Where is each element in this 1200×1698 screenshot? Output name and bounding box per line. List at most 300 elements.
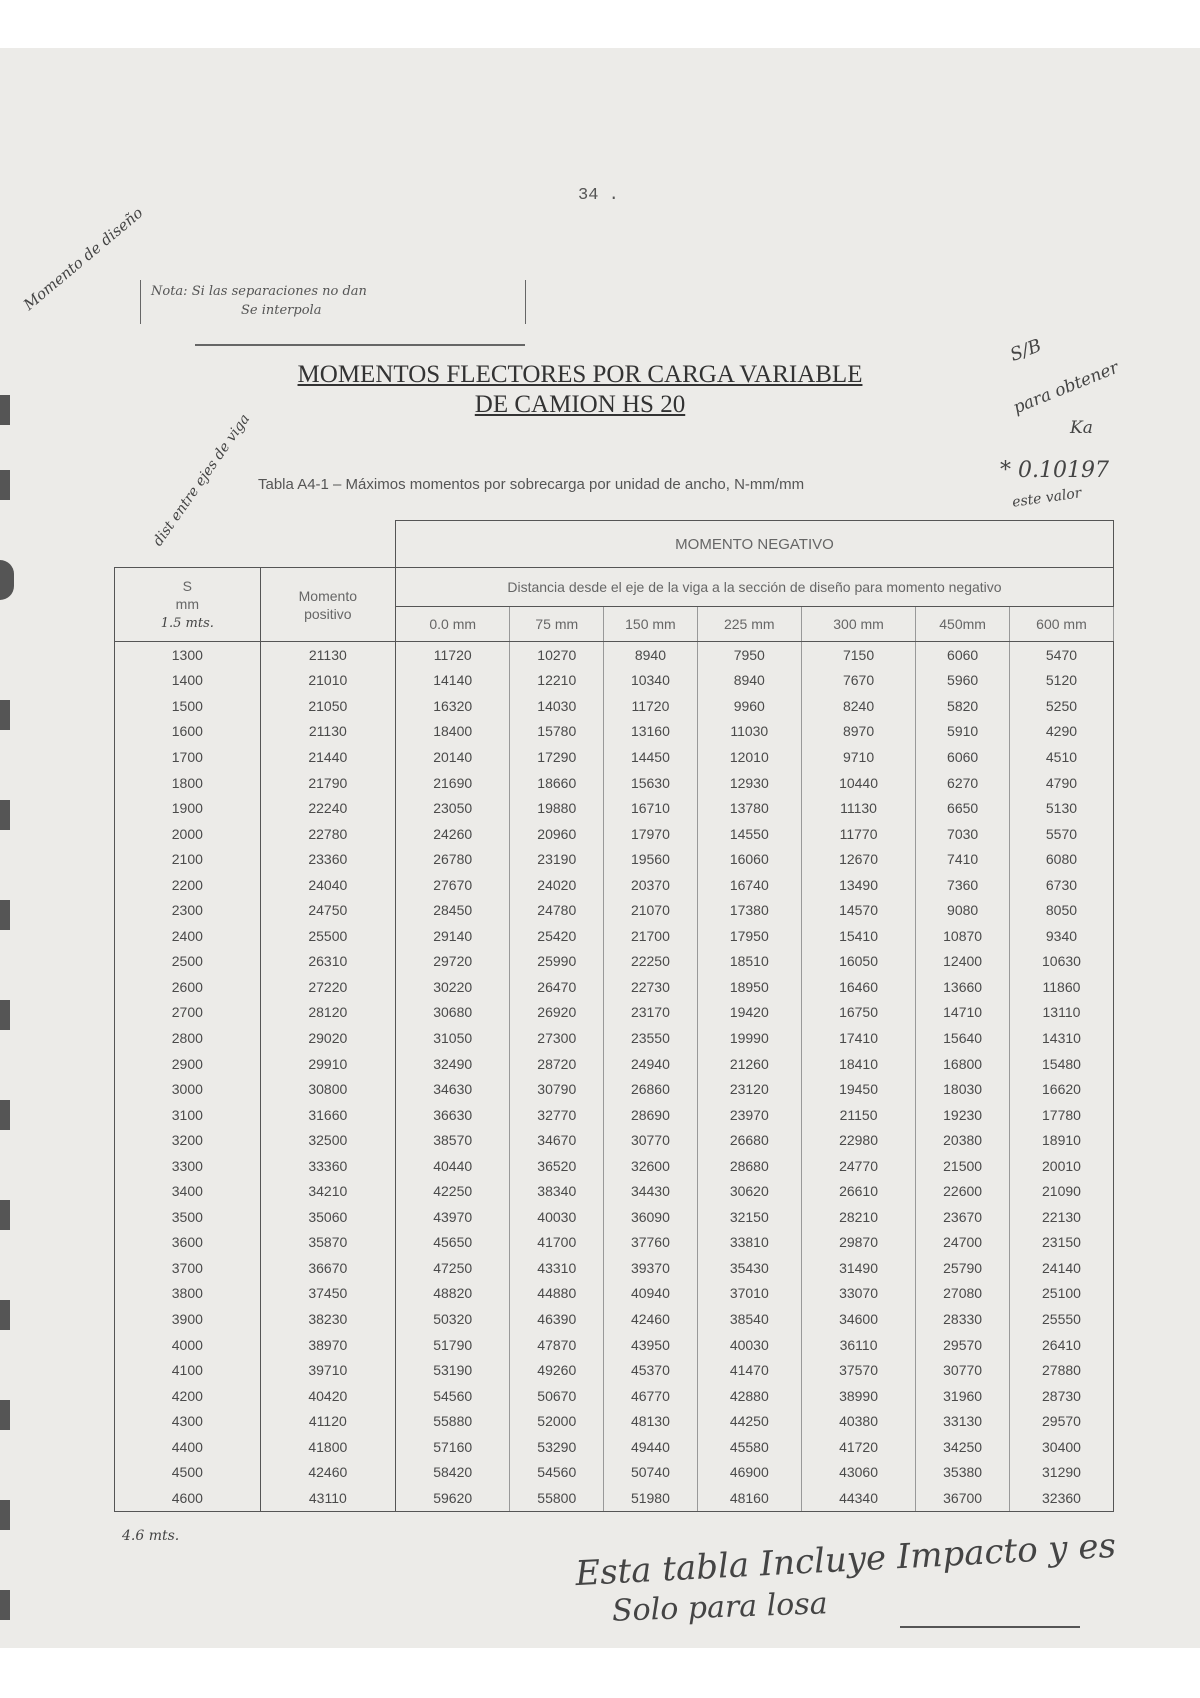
cell-negative: 5570 — [1009, 821, 1113, 847]
cell-s: 1600 — [115, 719, 261, 745]
table-row — [115, 1127, 1114, 1153]
cell-negative: 54560 — [510, 1460, 604, 1486]
cell-negative: 46390 — [510, 1306, 604, 1332]
cell-positive: 21790 — [260, 770, 395, 796]
cell-negative: 11130 — [801, 795, 915, 821]
cell-positive: 24750 — [260, 897, 395, 923]
cell-negative: 32600 — [604, 1153, 698, 1179]
cell-negative: 17380 — [697, 897, 801, 923]
cell-s: 1900 — [115, 795, 261, 821]
cell-negative: 15780 — [510, 719, 604, 745]
cell-s: 1500 — [115, 693, 261, 719]
cell-negative: 30400 — [1009, 1434, 1113, 1460]
cell-negative: 34430 — [604, 1178, 698, 1204]
header-distance-col: 150 mm — [604, 607, 698, 642]
cell-positive: 21440 — [260, 744, 395, 770]
cell-s: 2900 — [115, 1051, 261, 1077]
cell-negative: 39370 — [604, 1255, 698, 1281]
cell-negative: 30220 — [395, 974, 509, 1000]
cell-negative: 30770 — [604, 1127, 698, 1153]
cell-negative: 25100 — [1009, 1281, 1113, 1307]
cell-negative: 26470 — [510, 974, 604, 1000]
cell-negative: 34670 — [510, 1127, 604, 1153]
cell-s: 3600 — [115, 1230, 261, 1256]
cell-negative: 34600 — [801, 1306, 915, 1332]
cell-positive: 26310 — [260, 949, 395, 975]
cell-negative: 35430 — [697, 1255, 801, 1281]
cell-s: 2000 — [115, 821, 261, 847]
cell-negative: 29870 — [801, 1230, 915, 1256]
cell-negative: 40440 — [395, 1153, 509, 1179]
cell-negative: 23970 — [697, 1102, 801, 1128]
cell-negative: 29570 — [1009, 1408, 1113, 1434]
bottom-rule — [900, 1626, 1080, 1628]
header-negative-moment: MOMENTO NEGATIVO — [395, 521, 1113, 568]
cell-negative: 16620 — [1009, 1076, 1113, 1102]
cell-negative: 23150 — [1009, 1230, 1113, 1256]
cell-negative: 36090 — [604, 1204, 698, 1230]
cell-negative: 8050 — [1009, 897, 1113, 923]
cell-s: 4000 — [115, 1332, 261, 1358]
cell-s: 3700 — [115, 1255, 261, 1281]
cell-negative: 43970 — [395, 1204, 509, 1230]
cell-positive: 41800 — [260, 1434, 395, 1460]
cell-negative: 32770 — [510, 1102, 604, 1128]
cell-negative: 16750 — [801, 1000, 915, 1026]
cell-negative: 19990 — [697, 1025, 801, 1051]
cell-negative: 22250 — [604, 949, 698, 975]
cell-s: 3000 — [115, 1076, 261, 1102]
cell-negative: 50670 — [510, 1383, 604, 1409]
table-row — [115, 1051, 1114, 1077]
cell-positive: 36670 — [260, 1255, 395, 1281]
cell-negative: 46900 — [697, 1460, 801, 1486]
cell-positive: 34210 — [260, 1178, 395, 1204]
cell-negative: 16740 — [697, 872, 801, 898]
cell-negative: 24020 — [510, 872, 604, 898]
cell-negative: 16320 — [395, 693, 509, 719]
cell-negative: 24770 — [801, 1153, 915, 1179]
cell-negative: 33810 — [697, 1230, 801, 1256]
table-row — [115, 949, 1114, 975]
cell-negative: 30620 — [697, 1178, 801, 1204]
cell-s: 1800 — [115, 770, 261, 796]
table-row — [115, 770, 1114, 796]
note-box — [140, 280, 526, 324]
cell-negative: 49440 — [604, 1434, 698, 1460]
cell-negative: 48160 — [697, 1485, 801, 1511]
cell-negative: 5910 — [916, 719, 1010, 745]
cell-s: 2700 — [115, 1000, 261, 1026]
cell-positive: 40420 — [260, 1383, 395, 1409]
cell-negative: 7360 — [916, 872, 1010, 898]
cell-negative: 27080 — [916, 1281, 1010, 1307]
cell-positive: 38970 — [260, 1332, 395, 1358]
table-row — [115, 1178, 1114, 1204]
cell-negative: 16060 — [697, 846, 801, 872]
cell-s: 1400 — [115, 668, 261, 694]
cell-negative: 47250 — [395, 1255, 509, 1281]
cell-negative: 28690 — [604, 1102, 698, 1128]
cell-negative: 16050 — [801, 949, 915, 975]
cell-negative: 22980 — [801, 1127, 915, 1153]
cell-s: 3900 — [115, 1306, 261, 1332]
cell-negative: 18030 — [916, 1076, 1010, 1102]
cell-negative: 28330 — [916, 1306, 1010, 1332]
cell-negative: 25420 — [510, 923, 604, 949]
cell-negative: 5250 — [1009, 693, 1113, 719]
document-title — [230, 360, 930, 420]
cell-s: 2300 — [115, 897, 261, 923]
cell-s: 1700 — [115, 744, 261, 770]
binder-mark — [0, 1100, 10, 1130]
cell-negative: 26410 — [1009, 1332, 1113, 1358]
cell-negative: 32360 — [1009, 1485, 1113, 1511]
cell-negative: 19230 — [916, 1102, 1010, 1128]
cell-negative: 27880 — [1009, 1357, 1113, 1383]
cell-negative: 8940 — [604, 642, 698, 668]
cell-negative: 27670 — [395, 872, 509, 898]
cell-negative: 12400 — [916, 949, 1010, 975]
cell-positive: 21130 — [260, 642, 395, 668]
cell-positive: 27220 — [260, 974, 395, 1000]
cell-negative: 33070 — [801, 1281, 915, 1307]
cell-negative: 16710 — [604, 795, 698, 821]
cell-negative: 9960 — [697, 693, 801, 719]
note-underline — [195, 344, 525, 346]
title-line-2: DE CAMION HS 20 — [474, 391, 686, 418]
table-row — [115, 1000, 1114, 1026]
cell-s: 2100 — [115, 846, 261, 872]
header-s — [115, 568, 261, 642]
cell-positive: 21130 — [260, 719, 395, 745]
cell-negative: 17950 — [697, 923, 801, 949]
cell-negative: 14140 — [395, 668, 509, 694]
cell-s: 1300 — [115, 642, 261, 668]
cell-negative: 28720 — [510, 1051, 604, 1077]
cell-negative: 38570 — [395, 1127, 509, 1153]
cell-positive: 30800 — [260, 1076, 395, 1102]
cell-negative: 51980 — [604, 1485, 698, 1511]
cell-s: 3400 — [115, 1178, 261, 1204]
header-positive-line-1: Momento — [298, 587, 357, 604]
cell-positive: 21050 — [260, 693, 395, 719]
cell-s: 2200 — [115, 872, 261, 898]
cell-positive: 29020 — [260, 1025, 395, 1051]
cell-negative: 17290 — [510, 744, 604, 770]
cell-negative: 31490 — [801, 1255, 915, 1281]
cell-negative: 20140 — [395, 744, 509, 770]
cell-negative: 41470 — [697, 1357, 801, 1383]
cell-negative: 48820 — [395, 1281, 509, 1307]
cell-negative: 54560 — [395, 1383, 509, 1409]
cell-negative: 37010 — [697, 1281, 801, 1307]
cell-negative: 24780 — [510, 897, 604, 923]
cell-negative: 32490 — [395, 1051, 509, 1077]
cell-negative: 8970 — [801, 719, 915, 745]
cell-negative: 5470 — [1009, 642, 1113, 668]
cell-negative: 30770 — [916, 1357, 1010, 1383]
header-distance-col: 0.0 mm — [395, 607, 509, 642]
cell-negative: 21070 — [604, 897, 698, 923]
cell-negative: 9080 — [916, 897, 1010, 923]
table-row — [115, 1230, 1114, 1256]
cell-negative: 14450 — [604, 744, 698, 770]
cell-negative: 17780 — [1009, 1102, 1113, 1128]
cell-s: 4600 — [115, 1485, 261, 1511]
binder-mark — [0, 1000, 10, 1030]
cell-negative: 43950 — [604, 1332, 698, 1358]
cell-negative: 36700 — [916, 1485, 1010, 1511]
cell-negative: 20370 — [604, 872, 698, 898]
cell-negative: 28730 — [1009, 1383, 1113, 1409]
header-distance: Distancia desde el eje de la viga a la sección de diseño para momento negativo — [395, 568, 1113, 607]
cell-positive: 33360 — [260, 1153, 395, 1179]
page-number: 34 . — [578, 186, 619, 205]
cell-negative: 36630 — [395, 1102, 509, 1128]
cell-negative: 40030 — [697, 1332, 801, 1358]
cell-negative: 31050 — [395, 1025, 509, 1051]
table-row — [115, 974, 1114, 1000]
cell-negative: 7950 — [697, 642, 801, 668]
cell-negative: 24700 — [916, 1230, 1010, 1256]
table-row — [115, 642, 1114, 668]
cell-negative: 44250 — [697, 1408, 801, 1434]
cell-negative: 26920 — [510, 1000, 604, 1026]
cell-positive: 29910 — [260, 1051, 395, 1077]
cell-negative: 51790 — [395, 1332, 509, 1358]
cell-positive: 38230 — [260, 1306, 395, 1332]
cell-negative: 5130 — [1009, 795, 1113, 821]
cell-negative: 20960 — [510, 821, 604, 847]
cell-negative: 6060 — [916, 642, 1010, 668]
header-positive-moment — [260, 568, 395, 642]
cell-negative: 29570 — [916, 1332, 1010, 1358]
cell-negative: 14550 — [697, 821, 801, 847]
cell-negative: 6650 — [916, 795, 1010, 821]
handwriting-value-note: este valor — [1011, 485, 1083, 511]
cell-negative: 59620 — [395, 1485, 509, 1511]
cell-negative: 13110 — [1009, 1000, 1113, 1026]
table-row — [115, 1357, 1114, 1383]
cell-negative: 46770 — [604, 1383, 698, 1409]
cell-negative: 16800 — [916, 1051, 1010, 1077]
table-row — [115, 1255, 1114, 1281]
cell-negative: 14710 — [916, 1000, 1010, 1026]
table-row — [115, 1383, 1114, 1409]
cell-negative: 13660 — [916, 974, 1010, 1000]
cell-negative: 6060 — [916, 744, 1010, 770]
cell-positive: 23360 — [260, 846, 395, 872]
cell-negative: 11770 — [801, 821, 915, 847]
header-s-unit: mm — [175, 595, 199, 612]
handwriting-note-3: Ka — [1070, 418, 1093, 438]
cell-negative: 40380 — [801, 1408, 915, 1434]
cell-negative: 21260 — [697, 1051, 801, 1077]
cell-negative: 30680 — [395, 1000, 509, 1026]
table-row — [115, 1025, 1114, 1051]
margin-handwriting: Momento de diseño — [20, 203, 147, 314]
cell-negative: 18660 — [510, 770, 604, 796]
binder-mark — [0, 900, 10, 930]
header-distance-col: 300 mm — [801, 607, 915, 642]
cell-negative: 50320 — [395, 1306, 509, 1332]
cell-negative: 21690 — [395, 770, 509, 796]
cell-negative: 7670 — [801, 668, 915, 694]
cell-negative: 20010 — [1009, 1153, 1113, 1179]
cell-negative: 37570 — [801, 1357, 915, 1383]
cell-negative: 29140 — [395, 923, 509, 949]
cell-negative: 52000 — [510, 1408, 604, 1434]
cell-negative: 13160 — [604, 719, 698, 745]
cell-negative: 21150 — [801, 1102, 915, 1128]
cell-negative: 26680 — [697, 1127, 801, 1153]
cell-s: 2600 — [115, 974, 261, 1000]
cell-negative: 23550 — [604, 1025, 698, 1051]
cell-negative: 19420 — [697, 1000, 801, 1026]
header-distance-col: 225 mm — [697, 607, 801, 642]
cell-negative: 22600 — [916, 1178, 1010, 1204]
header-handwriting: dist entre ejes de viga — [150, 411, 254, 550]
cell-negative: 32150 — [697, 1204, 801, 1230]
table-row — [115, 1153, 1114, 1179]
cell-negative: 12670 — [801, 846, 915, 872]
table-row — [115, 846, 1114, 872]
cell-negative: 49260 — [510, 1357, 604, 1383]
handwriting-note-2: para obtener — [1010, 357, 1122, 419]
handwriting-note-1: S/B — [1007, 335, 1045, 366]
cell-negative: 36520 — [510, 1153, 604, 1179]
cell-negative: 15640 — [916, 1025, 1010, 1051]
table-row — [115, 1460, 1114, 1486]
cell-negative: 43310 — [510, 1255, 604, 1281]
cell-positive: 37450 — [260, 1281, 395, 1307]
table-row — [115, 1408, 1114, 1434]
cell-negative: 58420 — [395, 1460, 509, 1486]
cell-s: 3800 — [115, 1281, 261, 1307]
cell-positive: 28120 — [260, 1000, 395, 1026]
table-row — [115, 897, 1114, 923]
cell-negative: 25990 — [510, 949, 604, 975]
cell-negative: 45650 — [395, 1230, 509, 1256]
cell-positive: 21010 — [260, 668, 395, 694]
cell-negative: 38540 — [697, 1306, 801, 1332]
handwriting-value: * 0.10197 — [1000, 458, 1109, 483]
note-line-1: Nota: Si las separaciones no dan — [151, 284, 367, 299]
cell-negative: 11720 — [604, 693, 698, 719]
cell-s: 3200 — [115, 1127, 261, 1153]
bottom-left-handwriting: 4.6 mts. — [122, 1528, 180, 1544]
footer-handwriting-1: Esta tabla Incluye Impacto y es — [574, 1525, 1117, 1595]
cell-negative: 16460 — [801, 974, 915, 1000]
cell-negative: 28680 — [697, 1153, 801, 1179]
binder-mark — [0, 1200, 10, 1230]
cell-positive: 42460 — [260, 1460, 395, 1486]
cell-negative: 57160 — [395, 1434, 509, 1460]
cell-negative: 15480 — [1009, 1051, 1113, 1077]
cell-negative: 47870 — [510, 1332, 604, 1358]
cell-negative: 10870 — [916, 923, 1010, 949]
cell-negative: 4510 — [1009, 744, 1113, 770]
cell-s: 3500 — [115, 1204, 261, 1230]
cell-negative: 33130 — [916, 1408, 1010, 1434]
cell-negative: 26860 — [604, 1076, 698, 1102]
cell-positive: 24040 — [260, 872, 395, 898]
cell-positive: 22240 — [260, 795, 395, 821]
cell-negative: 22730 — [604, 974, 698, 1000]
cell-negative: 34250 — [916, 1434, 1010, 1460]
table-row — [115, 1332, 1114, 1358]
binder-mark — [0, 1500, 10, 1530]
moments-table — [114, 520, 1114, 1512]
table-row — [115, 923, 1114, 949]
cell-negative: 44880 — [510, 1281, 604, 1307]
cell-negative: 23120 — [697, 1076, 801, 1102]
cell-s: 4100 — [115, 1357, 261, 1383]
cell-negative: 18410 — [801, 1051, 915, 1077]
cell-negative: 24940 — [604, 1051, 698, 1077]
cell-s: 4200 — [115, 1383, 261, 1409]
title-line-1: MOMENTOS FLECTORES POR CARGA VARIABLE — [297, 361, 863, 388]
cell-negative: 38340 — [510, 1178, 604, 1204]
cell-negative: 21090 — [1009, 1178, 1113, 1204]
cell-negative: 18950 — [697, 974, 801, 1000]
cell-negative: 42880 — [697, 1383, 801, 1409]
cell-negative: 8940 — [697, 668, 801, 694]
cell-negative: 20380 — [916, 1127, 1010, 1153]
table-row — [115, 1306, 1114, 1332]
cell-negative: 18510 — [697, 949, 801, 975]
cell-negative: 19450 — [801, 1076, 915, 1102]
cell-negative: 24140 — [1009, 1255, 1113, 1281]
cell-negative: 34630 — [395, 1076, 509, 1102]
cell-negative: 14570 — [801, 897, 915, 923]
cell-negative: 31960 — [916, 1383, 1010, 1409]
table-row — [115, 1102, 1114, 1128]
cell-negative: 9710 — [801, 744, 915, 770]
table-row — [115, 719, 1114, 745]
table-row — [115, 1485, 1114, 1511]
table-row — [115, 744, 1114, 770]
cell-negative: 10440 — [801, 770, 915, 796]
cell-negative: 7150 — [801, 642, 915, 668]
table-row — [115, 1281, 1114, 1307]
cell-negative: 6730 — [1009, 872, 1113, 898]
cell-negative: 5960 — [916, 668, 1010, 694]
cell-negative: 23190 — [510, 846, 604, 872]
cell-negative: 13780 — [697, 795, 801, 821]
header-s-label: S — [182, 577, 193, 594]
cell-negative: 4290 — [1009, 719, 1113, 745]
binder-mark — [0, 395, 10, 425]
binder-mark — [0, 800, 10, 830]
cell-positive: 39710 — [260, 1357, 395, 1383]
cell-positive: 41120 — [260, 1408, 395, 1434]
cell-s: 2800 — [115, 1025, 261, 1051]
cell-positive: 25500 — [260, 923, 395, 949]
header-positive-line-2: positivo — [304, 605, 352, 622]
s-handwriting: 1.5 mts. — [160, 615, 214, 631]
cell-negative: 55800 — [510, 1485, 604, 1511]
cell-negative: 45580 — [697, 1434, 801, 1460]
cell-s: 3300 — [115, 1153, 261, 1179]
cell-negative: 15410 — [801, 923, 915, 949]
cell-negative: 12930 — [697, 770, 801, 796]
table-row — [115, 668, 1114, 694]
cell-negative: 12210 — [510, 668, 604, 694]
footer-handwriting-2: Solo para losa — [611, 1586, 829, 1629]
cell-negative: 19560 — [604, 846, 698, 872]
